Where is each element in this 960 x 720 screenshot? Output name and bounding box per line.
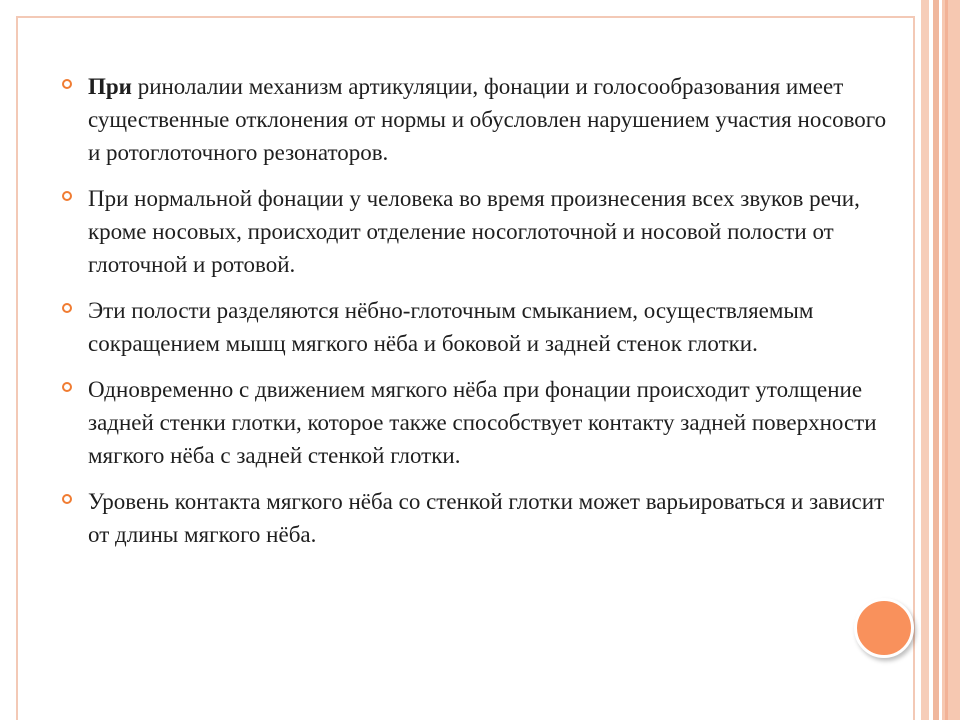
- bullet-circle-icon: [62, 494, 72, 504]
- bullet-item: [60, 373, 900, 472]
- bullet-item: [60, 182, 900, 281]
- bullet-list: [60, 70, 900, 564]
- bullet-circle-icon: [62, 191, 72, 201]
- bullet-circle-icon: [62, 79, 72, 89]
- decorative-stripe: [945, 0, 948, 720]
- bullet-item: [60, 485, 900, 551]
- bullet-text: Уровень контакта мягкого нёба со стенкой глотки может варьироваться и зависит от длины мягкого нёба.: [88, 489, 885, 547]
- decorative-stripe: [933, 0, 939, 720]
- bullet-item: [60, 294, 900, 360]
- bullet-text: ринолалии механизм артикуляции, фонации и голосообразования имеет существенные отклонения от нормы и обусловлен нарушением участия носового и ротоглоточного резонаторов.: [88, 74, 887, 165]
- bullet-text: При нормальной фонации у человека во время произнесения всех звуков речи, кроме носовых, происходит отделение носоглоточной и носовой полости от глоточной и ротовой.: [88, 186, 860, 277]
- bullet-lead: При: [88, 74, 132, 99]
- bullet-item: [60, 70, 900, 169]
- decorative-circle: [854, 598, 914, 658]
- bullet-text: Одновременно с движением мягкого нёба при фонации происходит утолщение задней стенки глотки, которое также способствует контакту задней поверхности мягкого нёба с задней стенкой глотки.: [88, 377, 877, 468]
- bullet-circle-icon: [62, 382, 72, 392]
- decorative-stripe: [921, 0, 929, 720]
- bullet-text: Эти полости разделяются нёбно-глоточным смыканием, осуществляемым сокращением мышц мягкого нёба и боковой и задней стенок глотки.: [88, 298, 814, 356]
- bullet-circle-icon: [62, 303, 72, 313]
